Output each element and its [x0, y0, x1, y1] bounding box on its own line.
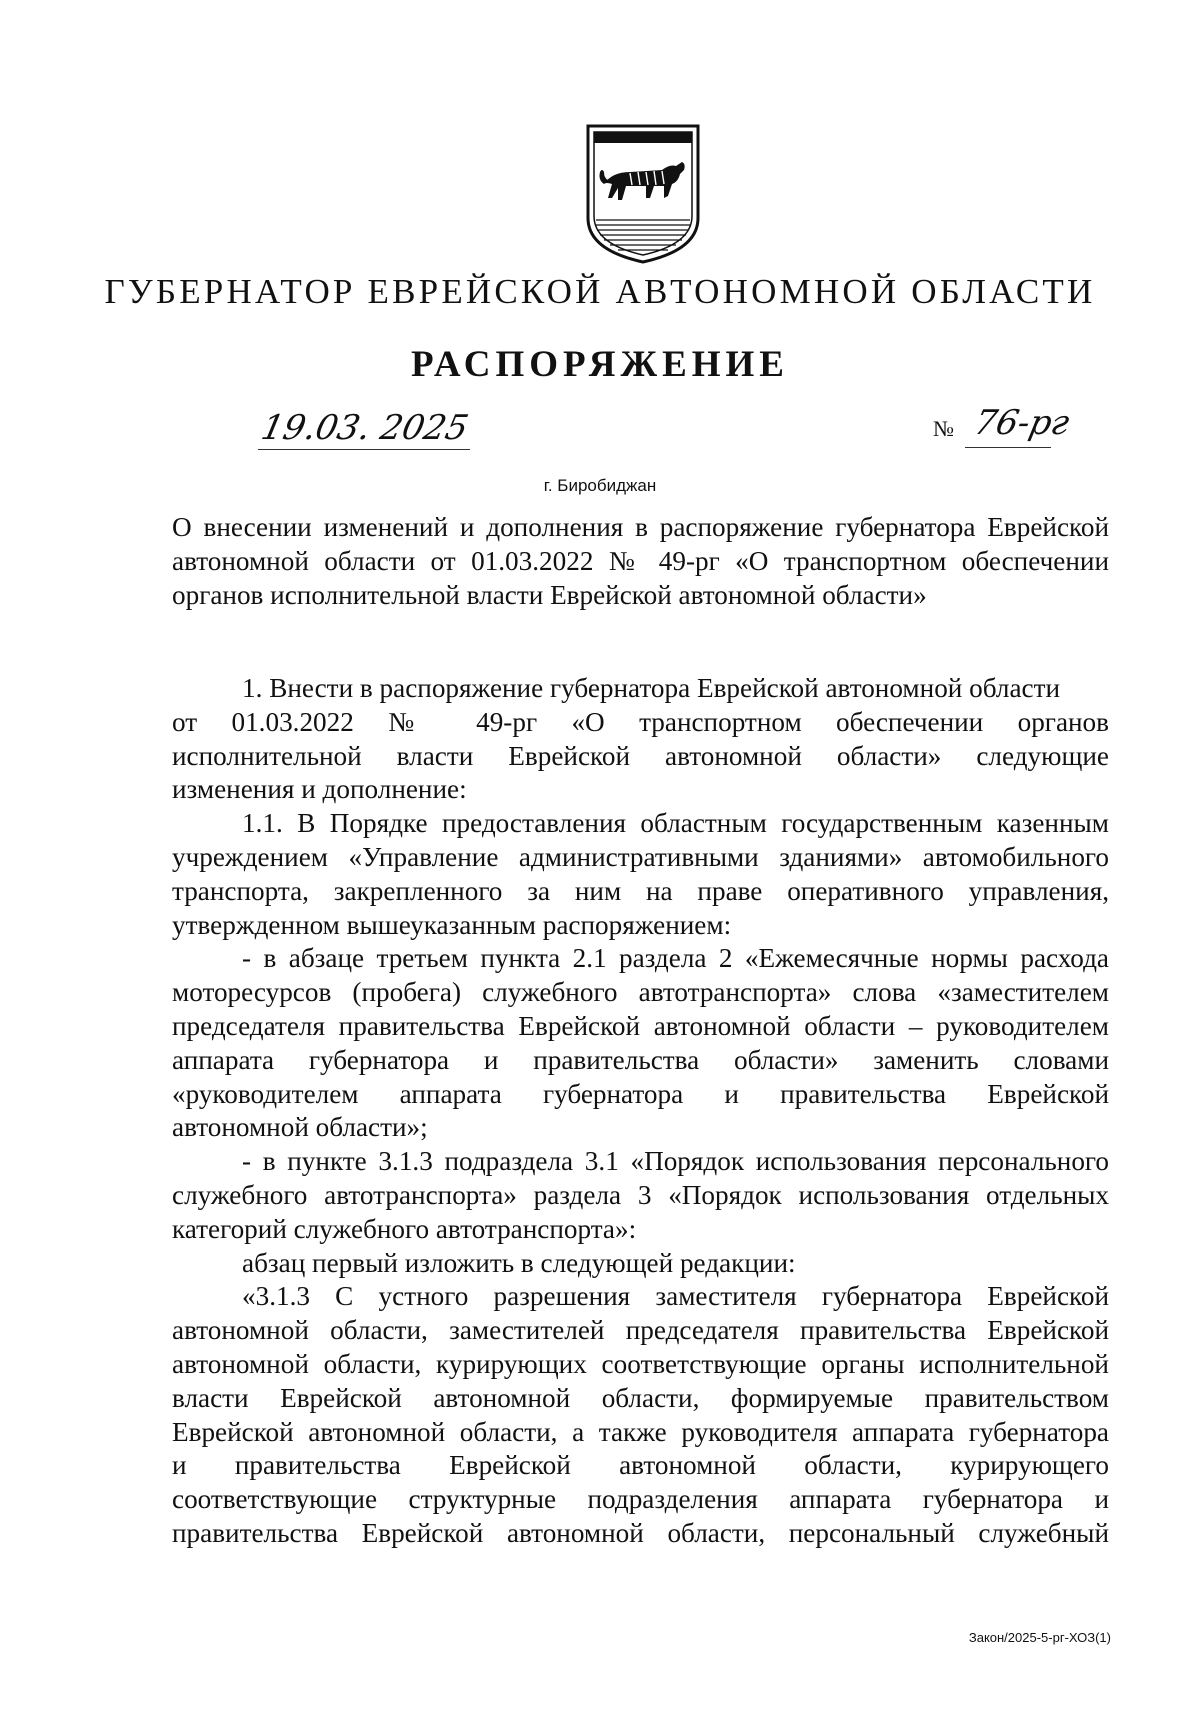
document-date-handwritten: 19.03. 2025 [257, 408, 472, 448]
document-body [172, 672, 1109, 1551]
subject-line: автономной области от 01.03.2022 № 49-рг «О транспортном обеспечении [172, 546, 1109, 576]
body-line: учреждением «Управление административными зданиями» автомобильного [172, 841, 1109, 872]
subject-line: О внесении изменений и дополнения в распоряжение губернатора Еврейской [172, 512, 1109, 542]
body-line: от 01.03.2022 № 49-рг «О транспортном обеспечении органов [172, 706, 1109, 737]
body-line: изменения и дополнение: [172, 774, 467, 805]
document-number-handwritten: 76-рг [970, 403, 1073, 443]
body-line: «руководителем аппарата губернатора и правительства Еврейской [172, 1078, 1109, 1109]
coat-of-arms-emblem [582, 122, 704, 264]
number-underline [965, 447, 1051, 448]
body-line: 1. Внести в распоряжение губернатора Еврейской автономной области [242, 673, 1061, 703]
body-line: служебного автотранспорта» раздела 3 «Порядок использования отдельных [172, 1179, 1109, 1210]
body-line: и правительства Еврейской автономной области, курирующего [172, 1450, 1109, 1481]
body-line: категорий служебного автотранспорта»: [172, 1213, 637, 1244]
body-line: 1.1. В Порядке предоставления областным государственным казенным [242, 808, 1109, 839]
body-line: власти Еврейской автономной области, формируемые правительством [172, 1382, 1109, 1413]
body-line: автономной области»; [172, 1112, 428, 1143]
city-name: г. Биробиджан [543, 476, 657, 495]
body-line: абзац первый изложить в следующей редакции: [242, 1247, 796, 1278]
subject-line: органов исполнительной власти Еврейской автономной области» [172, 580, 927, 610]
document-type-title: РАСПОРЯЖЕНИЕ [410, 344, 789, 385]
body-line: - в пункте 3.1.3 подраздела 3.1 «Порядок использования персонального [242, 1146, 1109, 1177]
body-line: соответствующие структурные подразделения аппарата губернатора и [172, 1484, 1109, 1515]
body-line: «3.1.3 С устного разрешения заместителя губернатора Еврейской [242, 1281, 1109, 1312]
body-line: транспорта, закрепленного за ним на праве оперативного управления, [172, 875, 1109, 906]
body-line: аппарата губернатора и правительства области» заменить словами [172, 1044, 1109, 1075]
body-line: моторесурсов (пробега) служебного автотранспорта» слова «заместителем [172, 977, 1109, 1008]
body-line: исполнительной власти Еврейской автономной области» следующие [172, 740, 1109, 771]
document-registry-code: Закон/2025-5-рг-ХОЗ(1) [968, 1630, 1111, 1645]
body-line: правительства Еврейской автономной области, персональный служебный [172, 1517, 1109, 1548]
body-line: - в абзаце третьем пункта 2.1 раздела 2 «Ежемесячные нормы расхода [242, 943, 1109, 974]
document-subject [172, 510, 1109, 612]
date-underline [258, 449, 470, 450]
body-line: председателя правительства Еврейской автономной области – руководителем [172, 1010, 1109, 1041]
body-line: утвержденном вышеуказанным распоряжением: [172, 909, 732, 940]
body-line: Еврейской автономной области, а также руководителя аппарата губернатора [172, 1416, 1109, 1447]
body-line: автономной области, курирующих соответствующие органы исполнительной [172, 1348, 1109, 1379]
issuing-authority: ГУБЕРНАТОР ЕВРЕЙСКОЙ АВТОНОМНОЙ ОБЛАСТИ [104, 272, 1096, 311]
body-line: автономной области, заместителей председателя правительства Еврейской [172, 1315, 1109, 1346]
number-prefix: № [933, 416, 954, 441]
